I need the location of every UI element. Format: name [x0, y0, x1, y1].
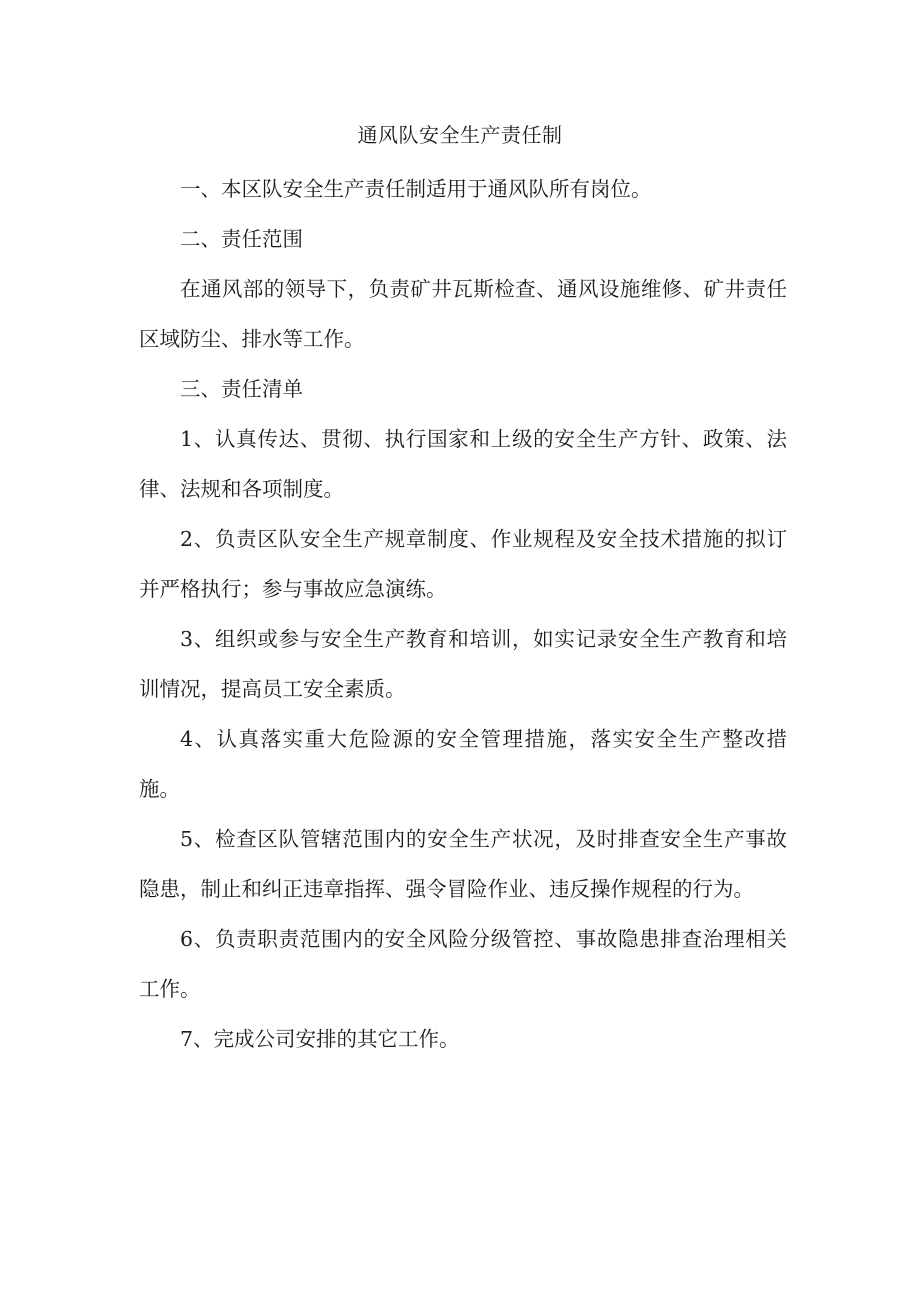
list-item-5: 5、检查区队管辖范围内的安全生产状况，及时排查安全生产事故隐患，制止和纠正违章指挥、强令冒险作业、违反操作规程的行为。 [139, 827, 787, 901]
list-item-4: 4、认真落实重大危险源的安全管理措施，落实安全生产整改措施。 [139, 727, 787, 801]
paragraph-scope-statement: 一、本区队安全生产责任制适用于通风队所有岗位。 [180, 177, 652, 201]
document-title: 通风队安全生产责任制 [357, 123, 563, 147]
list-item-7: 7、完成公司安排的其它工作。 [180, 1027, 460, 1051]
list-item-6: 6、负责职责范围内的安全风险分级管控、事故隐患排查治理相关工作。 [139, 927, 787, 1001]
list-item-2: 2、负责区队安全生产规章制度、作业规程及安全技术措施的拟订并严格执行；参与事故应急演练。 [139, 527, 787, 601]
document-body [139, 164, 787, 1064]
section-heading-responsibility-list: 三、责任清单 [180, 377, 303, 401]
list-item-1: 1、认真传达、贯彻、执行国家和上级的安全生产方针、政策、法律、法规和各项制度。 [139, 427, 787, 501]
list-item-3: 3、组织或参与安全生产教育和培训，如实记录安全生产教育和培训情况，提高员工安全素质。 [139, 627, 787, 701]
section-heading-responsibility-scope: 二、责任范围 [180, 227, 303, 251]
paragraph-responsibility-scope: 在通风部的领导下，负责矿井瓦斯检查、通风设施维修、矿井责任区域防尘、排水等工作。 [139, 277, 787, 351]
